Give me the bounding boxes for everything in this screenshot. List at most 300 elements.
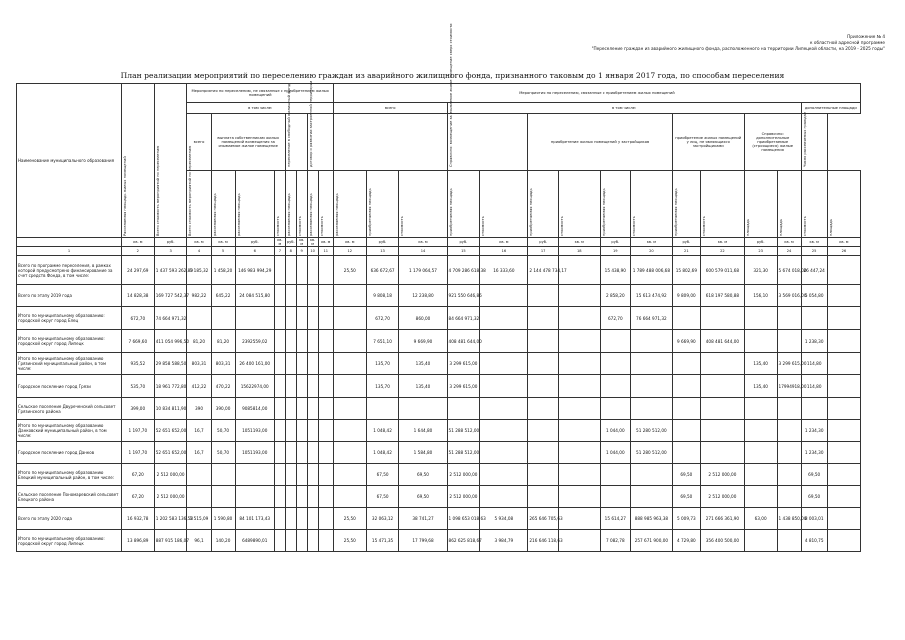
unit-cell: кв. м <box>480 238 528 247</box>
row-value <box>235 464 274 486</box>
row-value <box>744 442 777 464</box>
row-value: 1 044,00 <box>600 420 631 442</box>
row-value: 1 584,80 <box>399 442 447 464</box>
row-value <box>480 486 528 508</box>
row-value <box>447 398 480 420</box>
row-value: 17 799,68 <box>399 530 447 552</box>
row-value <box>366 398 399 420</box>
row-value <box>480 464 528 486</box>
row-value <box>827 420 860 442</box>
header-group-a: Мероприятия по переселению, не связанные с приобретением жилых помещений <box>187 84 333 103</box>
index-cell: 14 <box>399 247 447 256</box>
row-value: 51 280 512,00 <box>631 442 673 464</box>
row-value <box>296 375 307 398</box>
row-value: 51 280 512,00 <box>631 420 673 442</box>
row-value: 17994918,00 <box>777 375 801 398</box>
row-value <box>528 464 559 486</box>
row-value: 1 590,80 <box>211 508 235 530</box>
row-value: 9 669,90 <box>399 330 447 353</box>
row-value <box>285 442 296 464</box>
row-value: 1 238,30 <box>801 330 827 353</box>
column-label <box>827 171 860 238</box>
row-value: 672,70 <box>366 307 399 330</box>
row-value: 4 709 286 618,38 <box>447 256 480 285</box>
column-label-text: стоимость <box>702 216 707 236</box>
row-value: 1051193,00 <box>235 442 274 464</box>
row-value <box>701 420 745 442</box>
row-value: 1051193,00 <box>235 420 274 442</box>
row-value <box>307 330 318 353</box>
row-value <box>274 307 285 330</box>
header-purchase-others: приобретение жилых помещений у лиц, не являющихся застройщиками <box>672 114 744 171</box>
row-value <box>827 508 860 530</box>
row-value: 26 400 161,00 <box>235 353 274 375</box>
row-value <box>318 256 333 285</box>
row-value <box>631 375 673 398</box>
unit-cell: кв. м <box>558 238 600 247</box>
row-value: 6489890,01 <box>235 530 274 552</box>
index-cell: 22 <box>701 247 745 256</box>
row-value: 1 098 653 018,63 <box>447 508 480 530</box>
row-value: 636 672,67 <box>366 256 399 285</box>
column-label <box>777 171 801 238</box>
row-value: 15 614,27 <box>600 508 631 530</box>
row-value <box>285 464 296 486</box>
column-label <box>801 171 827 238</box>
row-value: 1 197,70 <box>121 442 154 464</box>
appendix-note-2: к областной адресной программе <box>810 40 885 45</box>
row-value <box>672 375 700 398</box>
row-value: 67,50 <box>366 464 399 486</box>
row-value: 2 512 000,00 <box>447 486 480 508</box>
row-value: 399,00 <box>121 398 154 420</box>
row-value <box>296 442 307 464</box>
row-value: 16,7 <box>187 442 211 464</box>
row-value <box>274 375 285 398</box>
index-cell: 12 <box>333 247 366 256</box>
row-value <box>285 486 296 508</box>
header-add: дополнительные площади <box>801 103 860 114</box>
table-row <box>17 398 861 420</box>
table-row <box>17 330 861 353</box>
column-label <box>600 171 631 238</box>
row-value <box>558 398 600 420</box>
unit-cell: кв. м <box>701 238 745 247</box>
row-value <box>274 530 285 552</box>
row-name: Итого по муниципальному образованию Данковский муниципальный район, в том числе: <box>17 420 122 442</box>
row-value: 3 569 016,00 <box>777 285 801 307</box>
index-cell: 21 <box>672 247 700 256</box>
row-value <box>318 508 333 530</box>
row-value: 15 438,90 <box>600 256 631 285</box>
row-value: 888 985 963,38 <box>631 508 673 530</box>
column-label <box>528 171 559 238</box>
row-value: 356 400 500,00 <box>701 530 745 552</box>
index-cell: 15 <box>447 247 480 256</box>
row-value <box>296 530 307 552</box>
table-row <box>17 256 861 285</box>
column-label-text: стоимость <box>802 216 807 236</box>
row-value <box>480 442 528 464</box>
index-cell: 3 <box>154 247 187 256</box>
row-value: 1 789 488 006,68 <box>631 256 673 285</box>
row-value: 2 512 000,00 <box>154 486 187 508</box>
row-value <box>285 375 296 398</box>
index-cell: 5 <box>211 247 235 256</box>
row-value <box>777 464 801 486</box>
column-label-text: расселяемая площадь <box>236 193 241 236</box>
row-value <box>558 464 600 486</box>
row-value: 1 048,42 <box>366 420 399 442</box>
index-cell: 20 <box>631 247 673 256</box>
row-value <box>333 464 366 486</box>
header-group-b: Мероприятия по переселению, связанные с приобретением жилых помещений <box>333 84 860 103</box>
row-value <box>296 285 307 307</box>
row-value: 803,31 <box>211 353 235 375</box>
row-value <box>558 486 600 508</box>
column-label <box>211 171 235 238</box>
row-value: 672,70 <box>121 307 154 330</box>
row-value <box>211 486 235 508</box>
row-name: Городское поселение город Грязи <box>17 375 122 398</box>
row-value: 4 810,75 <box>801 530 827 552</box>
row-value <box>777 530 801 552</box>
row-value <box>701 398 745 420</box>
row-value: 51 288 512,00 <box>447 442 480 464</box>
row-value <box>333 307 366 330</box>
row-value: 1 044,00 <box>600 442 631 464</box>
unit-cell: руб. <box>672 238 700 247</box>
row-value: 600 579 011,68 <box>701 256 745 285</box>
row-value: 860,00 <box>399 307 447 330</box>
unit-cell: кв. м <box>187 238 211 247</box>
row-value <box>827 464 860 486</box>
unit-cell: кв. м <box>211 238 235 247</box>
row-name: Итого по муниципальному образованию: городской округ город Липецк <box>17 530 122 552</box>
header-people <box>801 111 827 171</box>
row-value <box>274 420 285 442</box>
row-value <box>480 307 528 330</box>
row-value: 146 983 994,29 <box>235 256 274 285</box>
row-value <box>672 420 700 442</box>
unit-cell: кв. м <box>121 238 154 247</box>
row-value: 135,70 <box>366 375 399 398</box>
row-value <box>827 442 860 464</box>
column-label-text: площадь <box>778 218 783 236</box>
row-value: 52 651 652,00 <box>154 420 187 442</box>
index-cell: 2 <box>121 247 154 256</box>
row-value: 216 646 118,63 <box>528 530 559 552</box>
row-value: 1 437 593 262,89 <box>154 256 187 285</box>
index-cell: 11 <box>318 247 333 256</box>
row-value: 265 646 705,63 <box>528 508 559 530</box>
row-value: 1 644,80 <box>399 420 447 442</box>
column-label-text: расселяемая площадь <box>286 193 291 236</box>
row-value <box>274 256 285 285</box>
row-value <box>528 330 559 353</box>
row-value <box>631 353 673 375</box>
row-value: 25,50 <box>333 530 366 552</box>
row-value <box>187 307 211 330</box>
row-value <box>318 398 333 420</box>
row-name: Всего по этапу 2020 года <box>17 508 122 530</box>
row-value <box>631 398 673 420</box>
row-value: 5 009,73 <box>672 508 700 530</box>
row-value <box>528 375 559 398</box>
row-value <box>528 420 559 442</box>
row-value <box>777 420 801 442</box>
row-value <box>333 486 366 508</box>
column-label-text: площадь <box>828 218 833 236</box>
row-value <box>307 256 318 285</box>
row-value <box>600 464 631 486</box>
row-value <box>827 486 860 508</box>
unit-cell: кв. м <box>274 238 285 247</box>
header-total-area-text: Расселяемая площадь жилых помещений <box>122 155 127 236</box>
row-value: 25,50 <box>333 256 366 285</box>
unit-cell <box>17 238 122 247</box>
row-value <box>187 464 211 486</box>
row-value: 69,50 <box>672 464 700 486</box>
row-value: 76 664 971,32 <box>631 307 673 330</box>
row-value <box>318 285 333 307</box>
row-name: Сельское поселение Пономаревский сельсовет Елецкого района <box>17 486 122 508</box>
table-row <box>17 353 861 375</box>
row-value <box>558 530 600 552</box>
row-value: 10 834 811,90 <box>154 398 187 420</box>
index-cell: 1 <box>17 247 122 256</box>
row-value <box>274 353 285 375</box>
row-value <box>307 420 318 442</box>
row-value <box>307 398 318 420</box>
column-label-text: стоимость <box>319 216 324 236</box>
row-value <box>333 353 366 375</box>
row-value <box>274 330 285 353</box>
unit-cell: руб. <box>744 238 777 247</box>
unit-cell: руб. <box>235 238 274 247</box>
column-label-text: расселяемая площадь <box>334 193 339 236</box>
row-value: 921 550 646,86 <box>447 285 480 307</box>
index-cell: 13 <box>366 247 399 256</box>
header-other <box>285 83 307 171</box>
header-reform-text: договор о развитии застроенной территории <box>308 80 313 167</box>
row-value <box>744 330 777 353</box>
row-value: 2 512 000,00 <box>154 464 187 486</box>
row-value <box>307 508 318 530</box>
row-value: 7 082,78 <box>600 530 631 552</box>
row-name: Итого по муниципальному образованию Грязинский муниципальный район, в том числе: <box>17 353 122 375</box>
column-label <box>285 171 296 238</box>
row-value: 96,1 <box>187 530 211 552</box>
row-value: 81,20 <box>187 330 211 353</box>
row-value: 24 084 515,80 <box>235 285 274 307</box>
appendix-note-3: "Переселение граждан из аварийного жилищного фонда, расположенного на территории Липецкой области, на 2019 - 2025 годы" <box>591 46 885 51</box>
row-value <box>333 442 366 464</box>
row-value <box>285 353 296 375</box>
row-value: 1 202 583 136,58 <box>154 508 187 530</box>
row-value: 69,50 <box>672 486 700 508</box>
row-value: 114,80 <box>801 375 827 398</box>
table-row <box>17 442 861 464</box>
row-value: 13 896,89 <box>121 530 154 552</box>
row-value: 84 664 971,32 <box>447 307 480 330</box>
column-label-text: приобретаемая площадь <box>529 188 534 236</box>
column-label <box>744 171 777 238</box>
row-value <box>672 353 700 375</box>
row-value <box>318 353 333 375</box>
row-value <box>274 398 285 420</box>
row-value <box>285 307 296 330</box>
table-row <box>17 530 861 552</box>
row-value: 15622974,00 <box>235 375 274 398</box>
row-value: 16 932,78 <box>121 508 154 530</box>
column-label <box>631 171 673 238</box>
row-value: 15 613 474,92 <box>631 285 673 307</box>
row-value: 67,20 <box>121 464 154 486</box>
row-value <box>296 486 307 508</box>
row-value: 16 333,60 <box>480 256 528 285</box>
row-value <box>307 486 318 508</box>
row-value <box>558 375 600 398</box>
index-cell: 10 <box>307 247 318 256</box>
row-value: 67,50 <box>366 486 399 508</box>
row-name: Итого по муниципальному образованию: городской округ город Липецк <box>17 330 122 353</box>
row-value <box>528 353 559 375</box>
units-row <box>17 238 861 247</box>
page-title: План реализации мероприятий по переселению граждан из аварийного жилищного фонда, признанного таковым до 1 января 2017 года, по способам переселения <box>120 71 785 80</box>
row-value: 24 297,69 <box>121 256 154 285</box>
row-value: 1 458,20 <box>211 256 235 285</box>
row-value <box>827 530 860 552</box>
row-value <box>528 442 559 464</box>
row-name: Сельское поселение Двуреченский сельсовет Грязинского района <box>17 398 122 420</box>
row-value: 9 808,18 <box>366 285 399 307</box>
column-label <box>307 171 318 238</box>
row-value <box>600 375 631 398</box>
row-value <box>528 307 559 330</box>
column-label-text: стоимость <box>559 216 564 236</box>
row-value <box>672 307 700 330</box>
row-value: 3 299 615,00 <box>777 353 801 375</box>
row-value <box>558 420 600 442</box>
column-label <box>235 171 274 238</box>
column-label-text: стоимость <box>632 216 637 236</box>
header-construction <box>447 23 528 171</box>
index-cell: 9 <box>296 247 307 256</box>
row-value: 1 438 850,00 <box>777 508 801 530</box>
unit-cell: кв. м <box>333 238 366 247</box>
row-value: 935,52 <box>121 353 154 375</box>
index-cell: 26 <box>827 247 860 256</box>
row-value <box>307 307 318 330</box>
row-value: 15 471,35 <box>366 530 399 552</box>
row-value <box>333 398 366 420</box>
row-value <box>558 330 600 353</box>
row-value: 3 984,79 <box>480 530 528 552</box>
row-value <box>318 486 333 508</box>
row-value: 321,30 <box>744 256 777 285</box>
row-value: 140,20 <box>211 530 235 552</box>
row-value: 2 144 478 734,17 <box>528 256 559 285</box>
column-label-text: приобретаемая площадь <box>448 188 453 236</box>
header-construction-text: Справочно: возмещение за изымаемое жилое помещение сверх стоимости <box>448 23 453 167</box>
column-label <box>296 171 307 238</box>
unit-cell: руб. <box>154 238 187 247</box>
row-value: 618 197 580,88 <box>701 285 745 307</box>
row-value <box>333 330 366 353</box>
row-value: 982,22 <box>187 285 211 307</box>
header-sub-incl: в том числе: <box>187 103 333 114</box>
row-value: 18 961 772,80 <box>154 375 187 398</box>
header-reform <box>307 80 333 171</box>
row-value: 9085814,00 <box>235 398 274 420</box>
row-value: 7 651,10 <box>366 330 399 353</box>
row-value <box>558 285 600 307</box>
row-value <box>333 375 366 398</box>
unit-cell: руб. <box>366 238 399 247</box>
row-value <box>672 442 700 464</box>
row-value <box>701 353 745 375</box>
row-value: 2 512 000,00 <box>447 464 480 486</box>
row-value: 470,22 <box>211 375 235 398</box>
row-value <box>777 307 801 330</box>
unit-cell: кв. м <box>801 238 827 247</box>
index-cell: 4 <box>187 247 211 256</box>
column-label <box>399 171 447 238</box>
unit-cell: кв. м <box>631 238 673 247</box>
row-value <box>744 398 777 420</box>
row-value: 5 674 018,00 <box>777 256 801 285</box>
row-value: 2392559,02 <box>235 330 274 353</box>
row-value <box>480 420 528 442</box>
column-label <box>558 171 600 238</box>
row-value <box>285 285 296 307</box>
table-row <box>17 464 861 486</box>
header-purchase: приобретение жилых помещений у застройщиков <box>528 114 672 171</box>
table-row <box>17 486 861 508</box>
row-value <box>307 375 318 398</box>
column-label-text: расселяемая площадь <box>212 193 217 236</box>
unit-cell: кв. м <box>307 238 318 247</box>
column-label <box>318 171 333 238</box>
row-name: Итого по муниципальному образованию Елецкий муниципальный район, в том числе: <box>17 464 122 486</box>
header-total-cost <box>154 84 187 238</box>
row-value <box>827 375 860 398</box>
row-value <box>701 307 745 330</box>
row-value: 2 512 000,00 <box>701 486 745 508</box>
row-value <box>296 256 307 285</box>
index-cell: 6 <box>235 247 274 256</box>
row-value <box>631 486 673 508</box>
row-value <box>528 486 559 508</box>
row-value: 1 048,42 <box>366 442 399 464</box>
column-label-text: расселяемая площадь <box>308 193 313 236</box>
row-value <box>307 285 318 307</box>
column-label <box>701 171 745 238</box>
column-label-text: приобретаемая площадь <box>673 188 678 236</box>
row-value <box>801 398 827 420</box>
row-value <box>558 307 600 330</box>
index-cell: 17 <box>528 247 559 256</box>
row-value: 69,50 <box>399 486 447 508</box>
row-name: Итого по муниципальному образованию: городской округ город Елец <box>17 307 122 330</box>
index-cell: 23 <box>744 247 777 256</box>
row-value <box>318 442 333 464</box>
row-value <box>600 353 631 375</box>
row-value <box>480 375 528 398</box>
column-label <box>480 171 528 238</box>
row-value <box>827 285 860 307</box>
